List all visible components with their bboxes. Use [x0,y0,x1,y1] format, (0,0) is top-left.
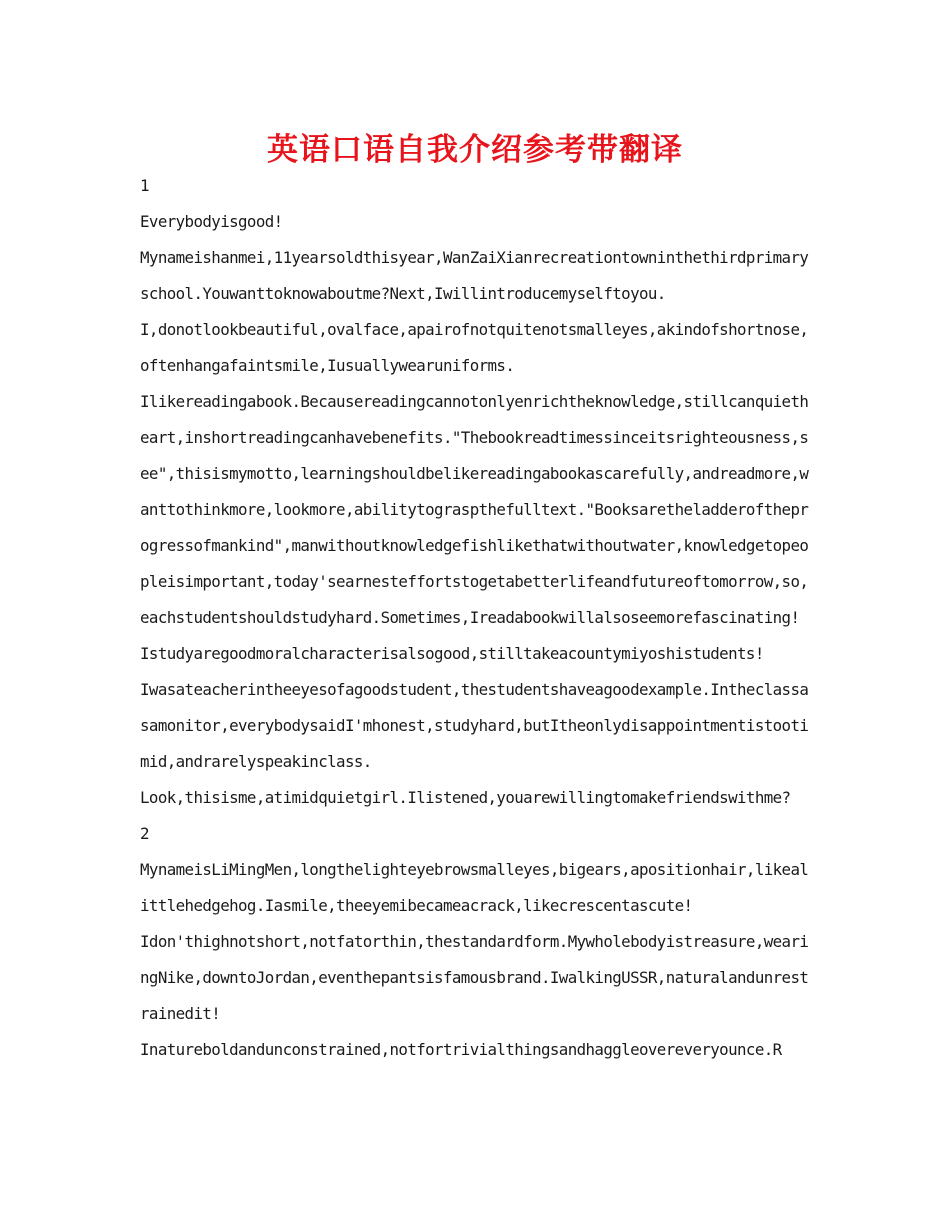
paragraph: Iwasateacherintheeyesofagoodstudent,thestudentshaveagoodexample.Intheclassasamonitor,everybodysaidI'mhonest,studyhard,butItheonlydisappointmentistootimid,andrarelyspeakinclass. [140,680,809,771]
paragraph: 1 [140,176,149,195]
document-body [140,168,812,1068]
paragraph: Idon'thighnotshort,notfatorthin,thestandardform.Mywholebodyistreasure,wearingNike,downtoJordan,eventhepantsisfamousbrand.IwalkingUSSR,naturalandunrestrainedit! [140,932,809,1023]
paragraph: 2 [140,824,149,843]
paragraph: I,donotlookbeautiful,ovalface,apairofnotquitenotsmalleyes,akindofshortnose,oftenhangafaintsmile,Iusuallywearuniforms. [140,320,809,375]
paragraph: Mynameishanmei,11yearsoldthisyear,WanZaiXianrecreationtowninthethirdprimaryschool.Youwanttoknowaboutme?Next,Iwillintroducemyselftoyou. [140,248,809,303]
paragraph: Ilikereadingabook.Becausereadingcannotonlyenrichtheknowledge,stillcanquietheart,inshortreadingcanhavebenefits."Thebookreadtimessinceitsrighteousness,see",thisismymotto,learningshouldbelikereadingabookascarefully,andreadmore,wanttothinkmore,lookmore,abilitytograspthefulltext."Booksaretheladderoftheprogressofmankind",manwithoutknowledgefishlikethatwithoutwater,knowledgetopeopleisimportant,today'searnesteffortstogetabetterlifeandfutureoftomorrow,so,eachstudentshouldstudyhard.Sometimes,Ireadabookwillalsoseemorefascinating! [140,392,809,627]
paragraph: Everybodyisgood! [140,212,283,231]
paragraph: Inatureboldandunconstrained,notfortrivialthingsandhaggleovereveryounce.R [140,1040,782,1059]
paragraph: MynameisLiMingMen,longthelighteyebrowsmalleyes,bigears,apositionhair,likealittlehedgehog.Iasmile,theeyemibecameacrack,likecrescentascute! [140,860,809,915]
paragraph: Istudyaregoodmoralcharacterisalsogood,stilltakeacountymiyoshistudents! [140,644,764,663]
paragraph: Look,thisisme,atimidquietgirl.Ilistened,youarewillingtomakefriendswithme? [140,788,791,807]
document-title: 英语口语自我介绍参考带翻译 [267,132,683,168]
